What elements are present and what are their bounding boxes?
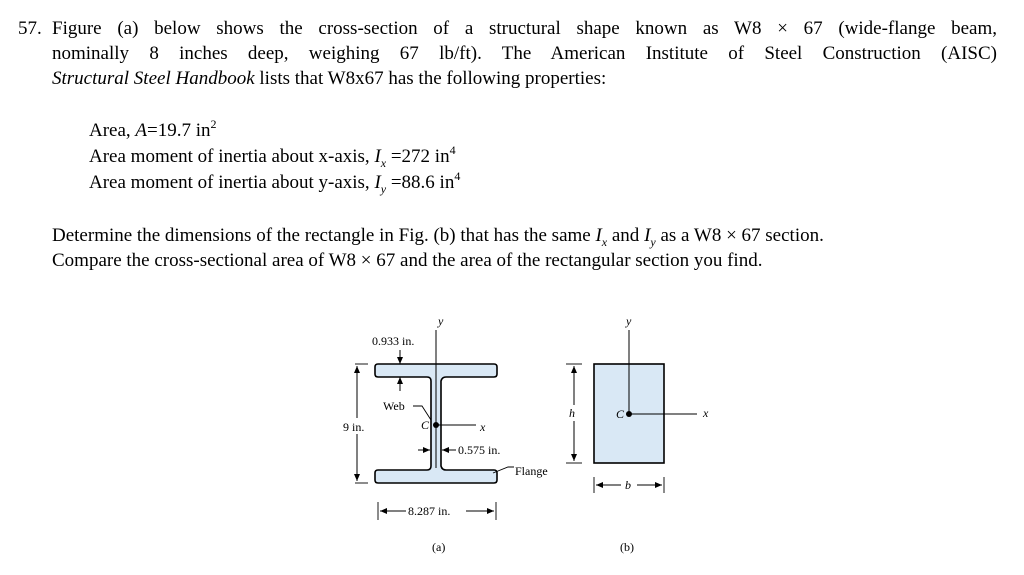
fig-a-x-label: x — [480, 420, 486, 434]
figure-a — [343, 314, 548, 554]
problem-line-3-rest: lists that W8x67 has the following properties: — [254, 68, 607, 89]
problem-line-2: nominally 8 inches deep, weighing 67 lb/ft). The American Institute of Steel Construction (AISC) — [52, 43, 997, 64]
property-iy: Area moment of inertia about y-axis, $I_y =88.6$ $in^4$ — [89, 168, 461, 196]
height-dim: h — [569, 406, 575, 420]
web-thickness-dim: 0.575 in. — [458, 443, 501, 457]
caption-b: (b) — [620, 540, 634, 554]
web-label: Web — [383, 399, 405, 413]
flange-thickness-dim: 0.933 in. — [372, 334, 415, 348]
problem-line-1: Figure (a) below shows the cross-section of a structural shape known as W8 × 67 (wide-flange beam, — [52, 18, 997, 39]
depth-dim: 9 in. — [343, 420, 365, 434]
fig-a-centroid-label: C — [421, 418, 430, 432]
fig-b-y-label: y — [626, 314, 632, 328]
fig-a-y-label: y — [438, 314, 444, 328]
fig-b-centroid-label: C — [616, 407, 625, 421]
question-line-2: Compare the cross-sectional area of W8 × 67 and the area of the rectangular section you find. — [52, 250, 763, 271]
question-line-1: Determine the dimensions of the rectangle in Fig. (b) that has the same $I_x$ and $I_y$ as a W8 × 67 section. — [52, 225, 824, 249]
handbook-title: Structural Steel Handbook — [52, 68, 255, 89]
fig-b-centroid-dot — [626, 411, 632, 417]
caption-a: (a) — [432, 540, 446, 554]
width-dim: b — [625, 478, 631, 492]
property-area: Area, A=19.7 $in^2$ — [89, 116, 217, 141]
fig-a-centroid-dot — [433, 422, 439, 428]
property-ix: Area moment of inertia about x-axis, $I_x =272$ $in^4$ — [89, 142, 456, 170]
fig-b-x-label: x — [703, 406, 709, 420]
flange-width-dim: 8.287 in. — [408, 504, 451, 518]
problem-number: 57. — [18, 18, 42, 39]
figure-b — [566, 314, 709, 554]
flange-label: Flange — [515, 464, 548, 478]
